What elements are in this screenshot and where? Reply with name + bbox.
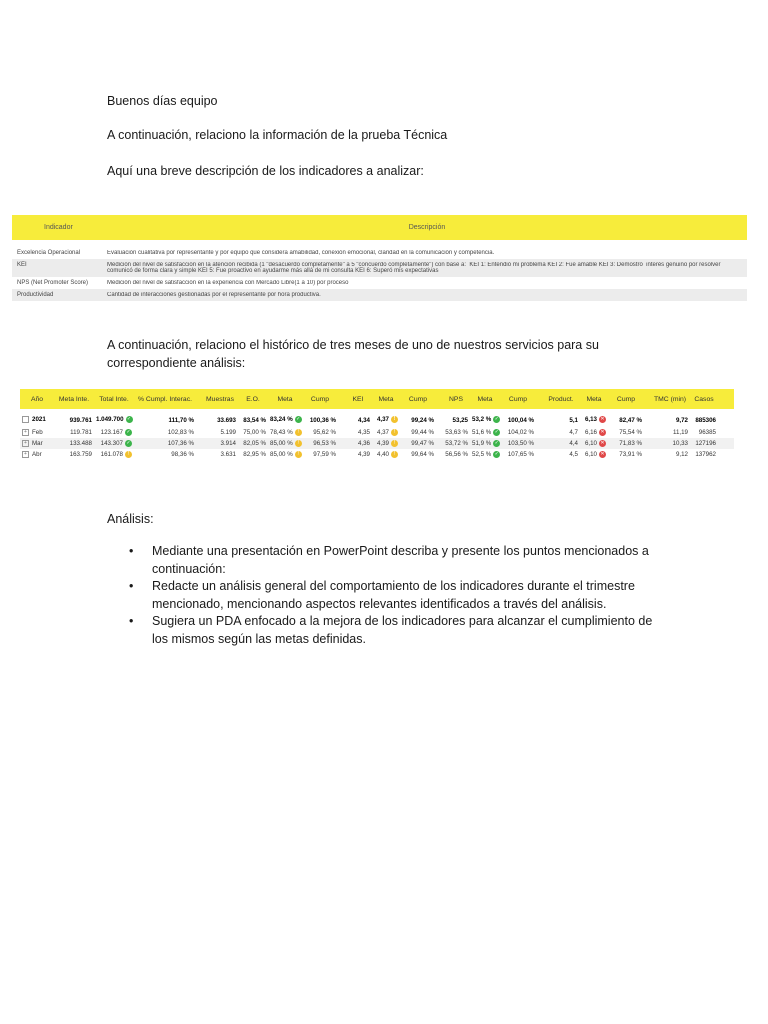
table-cell: [608, 451, 644, 458]
column-header: Cump: [508, 395, 528, 403]
bullet-text: Redacte un análisis general del comportamiento de los indicadores durante el trimestre mencionado, mencionando aspectos relevantes identificados a través del análisis.: [152, 579, 635, 611]
table-cell: [500, 451, 536, 458]
bullet-icon: •: [129, 579, 134, 593]
cell-value: 99,64 %: [411, 451, 434, 458]
cell-value: 133.488: [69, 440, 92, 447]
intro-text: A continuación, relaciono la información de la prueba Técnica: [107, 128, 448, 142]
cell-value: 9,12: [675, 451, 688, 458]
warning-status-icon: !: [295, 429, 302, 436]
cell-value: 5,1: [569, 416, 578, 424]
cell-value: 11,19: [672, 429, 688, 436]
header-indicador: Indicador: [44, 224, 73, 231]
warning-status-icon: !: [125, 451, 132, 458]
indicator-name: NPS (Net Promoter Score): [17, 280, 89, 286]
table-cell: [238, 440, 268, 447]
table-cell: [372, 429, 400, 436]
cell-value: 4,39: [376, 440, 389, 448]
cell-value: 119.781: [70, 429, 92, 436]
table-cell: [608, 440, 644, 447]
cell-value: 111,70 %: [168, 416, 194, 424]
table-cell: [344, 451, 372, 458]
cell-value: 75,54 %: [619, 429, 642, 436]
cell-value: 127196: [695, 440, 716, 447]
table-cell: [54, 451, 94, 458]
cell-value: 73,91 %: [619, 451, 642, 458]
table-row: [20, 427, 734, 438]
table-cell: [500, 417, 536, 424]
table-cell: [470, 429, 500, 436]
description-intro-text: Aquí una breve descripción de los indicadores a analizar:: [107, 164, 424, 178]
cell-value: 82,95 %: [243, 451, 266, 458]
bullet-icon: •: [129, 544, 134, 558]
table-cell: [500, 440, 536, 447]
header-descripcion: Descripción: [408, 224, 446, 231]
cell-value: 885306: [695, 416, 716, 424]
table-row: [12, 247, 747, 259]
cell-value: 137962: [695, 451, 716, 458]
column-header: Muestras: [206, 395, 234, 403]
table-cell: [690, 440, 718, 447]
table-cell: [344, 429, 372, 436]
table-cell: [268, 416, 302, 423]
cell-value: 104,02 %: [507, 429, 534, 436]
table-cell: [134, 429, 196, 436]
table-cell: [542, 451, 580, 458]
cell-value: 96,53 %: [313, 440, 336, 447]
table-cell: [54, 440, 94, 447]
table-cell: [134, 440, 196, 447]
table-cell: [202, 417, 238, 424]
expand-icon[interactable]: +: [22, 451, 29, 458]
x-status-icon: ✕: [600, 428, 605, 435]
column-header: Product.: [548, 395, 574, 403]
cell-value: 4,35: [357, 429, 370, 436]
bullet-icon: •: [129, 614, 134, 628]
table-cell: [372, 451, 400, 458]
cell-value: 103,50 %: [507, 440, 534, 447]
column-header: TMC (min): [653, 395, 687, 403]
table-cell: [94, 416, 134, 423]
table-cell: [268, 429, 302, 436]
cell-value: 96385: [698, 429, 716, 436]
table-cell: [690, 429, 718, 436]
analysis-bullet-list: [107, 543, 667, 648]
column-header: E.O.: [246, 395, 260, 403]
column-header: Cump: [408, 395, 428, 403]
warning-status-icon: !: [391, 416, 398, 423]
table-cell: [372, 416, 400, 423]
cell-value: 51,6 %: [472, 429, 492, 437]
column-header: Meta Inte.: [58, 395, 90, 403]
cell-value: 4,34: [357, 416, 370, 424]
table-cell: [650, 440, 690, 447]
table-row: [12, 259, 747, 277]
cell-value: 4,37: [376, 416, 389, 424]
table-cell: [372, 440, 400, 447]
table-cell: [344, 417, 372, 424]
cell-value: 85,00 %: [270, 440, 293, 448]
table-row: [12, 289, 747, 301]
cell-value: 83,24 %: [270, 416, 293, 424]
x-status-icon: ✕: [600, 416, 605, 423]
cell-value: 939.761: [69, 416, 92, 424]
list-item: [107, 543, 667, 578]
check-status-icon: ✓: [494, 450, 499, 457]
cell-value: 5.199: [220, 429, 236, 436]
table-cell: [268, 440, 302, 447]
x-status-icon: ✕: [600, 450, 605, 457]
column-header: % Cumpl. Interac.: [137, 395, 193, 403]
cell-value: 98,36 %: [171, 451, 194, 458]
list-item: [107, 613, 667, 648]
warning-status-icon: !: [391, 451, 398, 458]
table-cell: [238, 451, 268, 458]
metrics-table-header: [20, 389, 734, 409]
check-status-icon: ✓: [126, 416, 132, 423]
cell-value: 53,72 %: [445, 440, 468, 447]
expand-icon[interactable]: +: [22, 429, 29, 436]
column-header: Meta: [477, 395, 493, 403]
cell-value: 99,24 %: [411, 416, 434, 424]
cell-value: 97,59 %: [313, 451, 336, 458]
greeting-text: Buenos días equipo: [107, 94, 218, 108]
table-cell: [94, 429, 134, 436]
row-label-cell: [20, 440, 54, 447]
cell-value: 4,5: [569, 451, 578, 458]
column-header: Total Inte.: [99, 395, 129, 403]
warning-status-icon: !: [391, 440, 398, 447]
check-status-icon: ✓: [494, 428, 499, 435]
cell-value: 143.307: [100, 440, 123, 448]
cell-value: 4,39: [357, 451, 370, 458]
table-cell: [134, 451, 196, 458]
indicator-description: Evaluación cualitativa por representante y por equipo que considera amabilidad, conexión emocional, claridad en la comunicación y competencia.: [107, 250, 495, 256]
bullet-text: Mediante una presentación en PowerPoint describa y presente los puntos mencionados a continuación:: [152, 544, 649, 576]
cell-value: 100,36 %: [309, 416, 336, 424]
cell-value: 4,40: [376, 451, 389, 459]
cell-value: 52,5 %: [472, 451, 492, 459]
table-cell: [202, 440, 238, 447]
cell-value: 6,10: [584, 451, 597, 459]
indicator-description: Medición del nivel de satisfacción en la atención recibida (1 "desacuerdo completamente" a 5 "concuerdo completamente") con base a: KEI 1: Entendió mi problema KEI 2: Fue amable KEI 3: Demostró interés genuino por resolver comunicó de forma clara y simple KEI 5: Fue proactivo en ayudarme más allá de mi consulta KEI 6: Superó mis expectativas: [107, 262, 721, 274]
cell-value: 9,72: [675, 416, 688, 424]
table-cell: [344, 440, 372, 447]
cell-value: 99,47 %: [411, 440, 434, 447]
cell-value: 4,4: [569, 440, 578, 447]
cell-value: 33.693: [217, 416, 236, 424]
cell-value: 53,63 %: [445, 429, 468, 436]
indicator-table-header: [12, 215, 747, 240]
table-cell: [94, 451, 134, 458]
table-cell: [400, 429, 436, 436]
table-row: [20, 413, 734, 427]
cell-value: 56,56 %: [445, 451, 468, 458]
cell-value: 82,47 %: [619, 416, 642, 424]
cell-value: 107,36 %: [167, 440, 194, 447]
cell-value: 4,7: [569, 429, 578, 436]
table-cell: [542, 429, 580, 436]
table-cell: [134, 417, 196, 424]
column-header: Meta: [378, 395, 394, 403]
table-cell: [580, 451, 608, 458]
cell-value: 161.078: [100, 451, 123, 459]
column-header: NPS: [449, 395, 463, 403]
metrics-table: [20, 389, 734, 460]
column-header: Cump: [616, 395, 636, 403]
table-cell: [302, 440, 338, 447]
column-header: Meta: [277, 395, 293, 403]
row-label: 2021: [32, 416, 46, 424]
warning-status-icon: !: [295, 440, 302, 447]
table-cell: [202, 451, 238, 458]
indicator-description: Medición del nivel de satisfacción en la experiencia con Mercado Libre(1 a 10) por proceso: [107, 280, 349, 286]
cell-value: 107,65 %: [507, 451, 534, 458]
cell-value: 53,25: [452, 416, 468, 424]
cell-value: 163.759: [69, 451, 92, 458]
table-cell: [238, 429, 268, 436]
table-cell: [650, 429, 690, 436]
cell-value: 95,62 %: [313, 429, 336, 436]
cell-value: 4,36: [357, 440, 370, 447]
cell-value: 1.049.700: [96, 416, 124, 424]
table-cell: [580, 440, 608, 447]
cell-value: 53,2 %: [472, 416, 492, 424]
check-status-icon: ✓: [126, 428, 131, 435]
indicator-name: Productividad: [17, 292, 54, 298]
table-cell: [470, 440, 500, 447]
cell-value: 6,10: [584, 440, 597, 448]
x-status-icon: ✕: [600, 439, 605, 446]
history-intro-text: A continuación, relaciono el histórico de tres meses de uno de nuestros servicios para su correspondiente análisis:: [107, 338, 599, 370]
cell-value: 10,33: [672, 440, 688, 447]
table-cell: [580, 429, 608, 436]
column-header: Año: [30, 395, 44, 403]
cell-value: 82,05 %: [243, 440, 266, 447]
cell-value: 83,54 %: [243, 416, 266, 424]
table-cell: [442, 440, 470, 447]
warning-status-icon: !: [295, 451, 302, 458]
table-cell: [650, 451, 690, 458]
row-label: Feb: [32, 429, 43, 437]
cell-value: 71,83 %: [619, 440, 642, 447]
cell-value: 102,83 %: [167, 429, 194, 436]
check-status-icon: ✓: [296, 416, 301, 423]
cell-value: 3.631: [220, 451, 236, 458]
check-status-icon: ✓: [494, 416, 499, 423]
table-cell: [54, 417, 94, 424]
column-header: Casos: [694, 395, 714, 403]
table-row: [20, 438, 734, 449]
table-cell: [442, 451, 470, 458]
column-header: KEI: [352, 395, 364, 403]
cell-value: 75,00 %: [243, 429, 266, 436]
table-cell: [302, 451, 338, 458]
table-cell: [542, 440, 580, 447]
cell-value: 3.914: [220, 440, 236, 447]
table-cell: [470, 416, 500, 423]
indicator-description: Cantidad de interacciones gestionadas por el representante por hora productiva.: [107, 292, 321, 298]
row-label: Mar: [32, 440, 43, 448]
table-cell: [542, 417, 580, 424]
table-row: [12, 277, 747, 289]
column-header: Meta: [586, 395, 602, 403]
table-cell: [690, 451, 718, 458]
bullet-text: Sugiera un PDA enfocado a la mejora de los indicadores para alcanzar el cumplimiento de los mismos según las metas definidas.: [152, 614, 653, 646]
table-cell: [400, 417, 436, 424]
table-cell: [54, 429, 94, 436]
table-cell: [94, 440, 134, 447]
table-cell: [470, 451, 500, 458]
list-item: [107, 578, 667, 613]
cell-value: 78,43 %: [270, 429, 293, 437]
table-cell: [442, 417, 470, 424]
row-label: Abr: [32, 451, 42, 459]
table-cell: [400, 440, 436, 447]
analysis-label: Análisis:: [107, 512, 154, 526]
metrics-table-body: [20, 413, 734, 460]
row-label-cell: [20, 416, 54, 423]
table-cell: [608, 417, 644, 424]
cell-value: 100,04 %: [507, 416, 534, 424]
expand-icon[interactable]: +: [22, 440, 29, 447]
table-cell: [650, 417, 690, 424]
table-cell: [238, 417, 268, 424]
expand-icon[interactable]: [22, 416, 29, 423]
table-cell: [580, 416, 608, 423]
column-header: Cump: [310, 395, 330, 403]
indicator-table: [12, 215, 747, 301]
indicator-name: KEI: [17, 262, 27, 268]
cell-value: 85,00 %: [270, 451, 293, 459]
table-cell: [202, 429, 238, 436]
cell-value: 4,37: [376, 429, 389, 437]
table-cell: [442, 429, 470, 436]
cell-value: 51,9 %: [472, 440, 492, 448]
cell-value: 123.167: [100, 429, 123, 437]
table-cell: [268, 451, 302, 458]
cell-value: 6,13: [584, 416, 597, 424]
table-cell: [302, 429, 338, 436]
cell-value: 99,44 %: [411, 429, 434, 436]
row-label-cell: [20, 451, 54, 458]
indicator-name: Excelencia Operacional: [17, 250, 81, 256]
table-cell: [302, 417, 338, 424]
check-status-icon: ✓: [494, 439, 499, 446]
row-label-cell: [20, 429, 54, 436]
warning-status-icon: !: [391, 429, 398, 436]
table-cell: [500, 429, 536, 436]
table-cell: [608, 429, 644, 436]
cell-value: 6,16: [584, 429, 597, 437]
table-row: [20, 449, 734, 460]
table-cell: [400, 451, 436, 458]
table-cell: [690, 417, 718, 424]
check-status-icon: ✓: [126, 439, 131, 446]
